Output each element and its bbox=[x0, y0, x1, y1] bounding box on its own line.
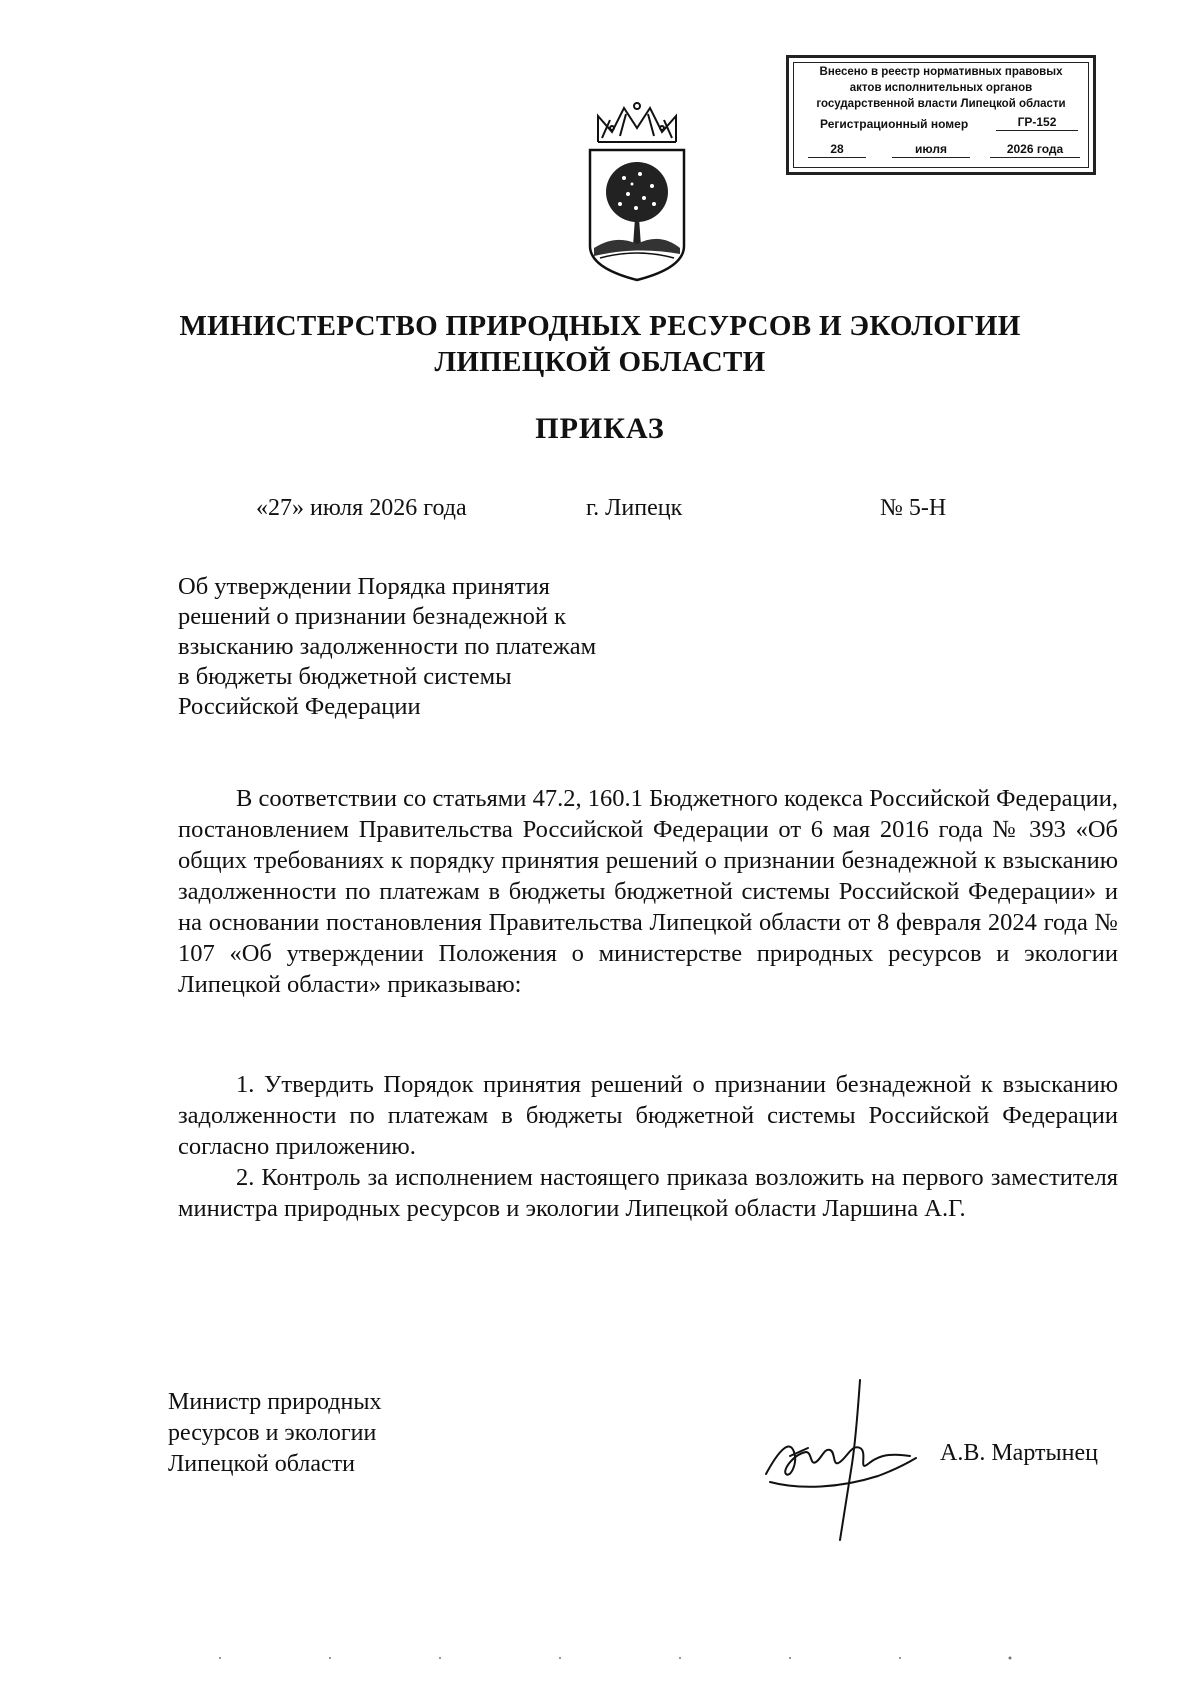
signatory-position-line: ресурсов и экологии bbox=[168, 1420, 377, 1446]
document-type-title: ПРИКАЗ bbox=[535, 412, 665, 445]
scan-artifact-dots bbox=[0, 1655, 1200, 1661]
order-date: «27» июля 2026 года bbox=[256, 495, 467, 521]
signatory-name: А.В. Мартынец bbox=[940, 1440, 1098, 1466]
stamp-day: 28 bbox=[808, 142, 866, 158]
stamp-inner-frame bbox=[793, 62, 1089, 168]
order-subject bbox=[178, 572, 596, 722]
subject-line: в бюджеты бюджетной системы bbox=[178, 663, 512, 690]
order-item-1: 1. Утвердить Порядок принятия решений о признании безнадежной к взысканию задолженности по платежам в бюджеты бюджетной системы Российской Федерации согласно приложению. bbox=[178, 1071, 1118, 1160]
order-item-2: 2. Контроль за исполнением настоящего приказа возложить на первого заместителя министра природных ресурсов и экологии Липецкой области Ларшина А.Г. bbox=[178, 1164, 1118, 1222]
order-items bbox=[178, 1069, 1118, 1224]
subject-line: Российской Федерации bbox=[178, 693, 421, 720]
stamp-reg-number: ГР-152 bbox=[996, 115, 1078, 131]
org-name-line-2: ЛИПЕЦКОЙ ОБЛАСТИ bbox=[434, 346, 766, 378]
subject-line: взысканию задолженности по платежам bbox=[178, 633, 597, 660]
stamp-line-1: Внесено в реестр нормативных правовых bbox=[819, 66, 1063, 78]
stamp-reg-label: Регистрационный номер bbox=[820, 117, 969, 131]
signatory-position-line: Министр природных bbox=[168, 1389, 382, 1415]
order-number: № 5-Н bbox=[880, 495, 947, 521]
stamp-line-2: актов исполнительных органов bbox=[849, 82, 1033, 94]
signatory-position bbox=[168, 1387, 381, 1480]
org-name-line-1: МИНИСТЕРСТВО ПРИРОДНЫХ РЕСУРСОВ И ЭКОЛОГИИ bbox=[179, 310, 1021, 342]
stamp-line-3: государственной власти Липецкой области bbox=[816, 98, 1066, 110]
subject-line: решений о признании безнадежной к bbox=[178, 603, 567, 630]
preamble-paragraph: В соответствии со статьями 47.2, 160.1 Бюджетного кодекса Российской Федерации, постановлением Правительства Российской Федерации от 6 мая 2016 года № 393 «Об общих требованиях к порядку принятия решений о признании безнадежной к взысканию задолженности по платежам в бюджеты бюджетной системы Российской Федерации» и на основании постановления Правительства Липецкой области от 8 февраля 2024 года № 107 «Об утверждении Положения о министерстве природных ресурсов и экологии Липецкой области» приказываю: bbox=[178, 785, 1118, 998]
lipetsk-coat-of-arms-icon bbox=[580, 98, 695, 283]
order-preamble bbox=[178, 783, 1118, 1000]
registry-stamp bbox=[786, 55, 1096, 175]
signatory-position-line: Липецкой области bbox=[168, 1451, 355, 1477]
order-city: г. Липецк bbox=[586, 495, 683, 521]
subject-line: Об утверждении Порядка принятия bbox=[178, 573, 550, 600]
stamp-year: 2026 года bbox=[990, 142, 1080, 158]
stamp-month: июля bbox=[892, 142, 970, 158]
handwritten-signature bbox=[760, 1378, 920, 1543]
